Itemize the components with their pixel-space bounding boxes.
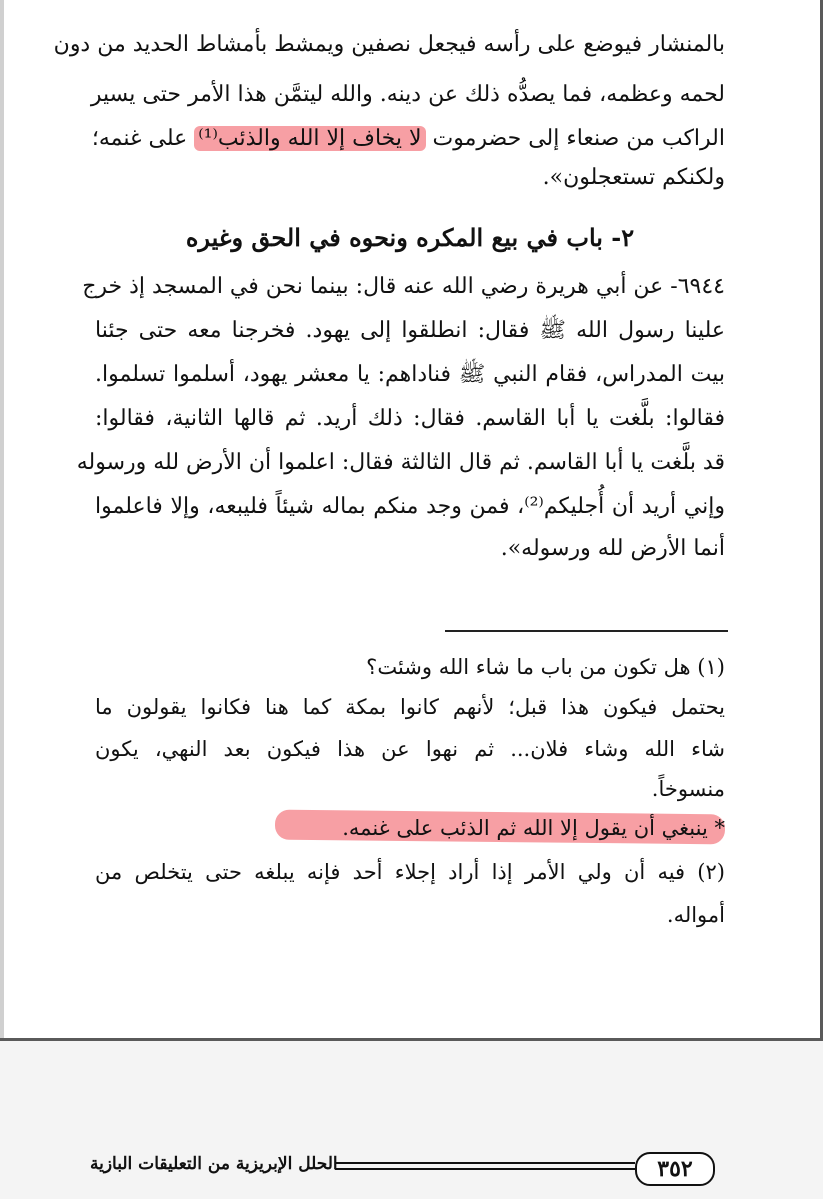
footer-rule (335, 1162, 635, 1164)
text-segment: على غنمه؛ (91, 126, 188, 151)
page-number: ٣٥٢ (635, 1152, 715, 1186)
text-segment: الراكب من صنعاء إلى حضرموت (432, 126, 725, 151)
hadith-line: ٦٩٤٤- عن أبي هريرة رضي الله عنه قال: بينما نحن في المسجد إذ خرج (82, 274, 725, 299)
hadith-line: وإني أريد أن أُجليكم⁽²⁾، فمن وجد منكم بماله شيئاً فليبعه، وإلا فاعلموا (95, 494, 725, 519)
book-title: الحلل الإبريزية من التعليقات البازية (90, 1154, 338, 1174)
hadith-line: أنما الأرض لله ورسوله». (500, 536, 725, 561)
highlighted-phrase: لا يخاف إلا الله والذئب⁽¹⁾ (194, 126, 425, 151)
footnote-line: أمواله. (666, 903, 725, 927)
footnote-line: (٢) فيه أن ولي الأمر إذا أراد إجلاء أحد فإنه يبلغه حتى يتخلص من (95, 860, 725, 884)
footnote-line: شاء الله وشاء فلان... ثم نهوا عن هذا فيكون بعد النهي، يكون (95, 737, 725, 761)
chapter-heading: ٢- باب في بيع المكره ونحوه في الحق وغيره (185, 223, 635, 252)
page-left-edge (0, 0, 4, 1040)
hadith-line: علينا رسول الله ﷺ فقال: انطلقوا إلى يهود. فخرجنا معه حتى جئنا (95, 318, 725, 343)
hadith-line: فقالوا: بلَّغت يا أبا القاسم. فقال: ذلك أريد. ثم قالها الثانية، فقالوا: (95, 406, 725, 431)
footnote-line: (١) هل تكون من باب ما شاء الله وشئت؟ (366, 655, 725, 679)
footnote-separator (445, 630, 728, 632)
page-footer (90, 1150, 715, 1190)
footnote-line: يحتمل فيكون هذا قبل؛ لأنهم كانوا بمكة كما هنا فكانوا يقولون ما (95, 695, 725, 719)
text-line: لحمه وعظمه، فما يصدُّه ذلك عن دينه. والله ليتمَّن هذا الأمر حتى يسير (90, 82, 725, 107)
footnote-line: منسوخاً. (651, 777, 725, 801)
footer-rule (335, 1168, 635, 1170)
hadith-line: بيت المدراس، فقام النبي ﷺ فناداهم: يا معشر يهود، أسلموا تسلموا. (95, 362, 725, 387)
text-line: بالمنشار فيوضع على رأسه فيجعل نصفين ويمشط بأمشاط الحديد من دون (53, 32, 725, 57)
hadith-line: قد بلَّغت يا أبا القاسم. ثم قال الثالثة فقال: اعلموا أن الأرض لله ورسوله (76, 450, 725, 475)
footnote-highlighted-note: * ينبغي أن يقول إلا الله ثم الذئب على غنمه. (342, 816, 725, 840)
page-divider (0, 1038, 823, 1041)
text-line: ولكنكم تستعجلون». (542, 165, 725, 190)
text-line-highlighted (91, 124, 725, 154)
